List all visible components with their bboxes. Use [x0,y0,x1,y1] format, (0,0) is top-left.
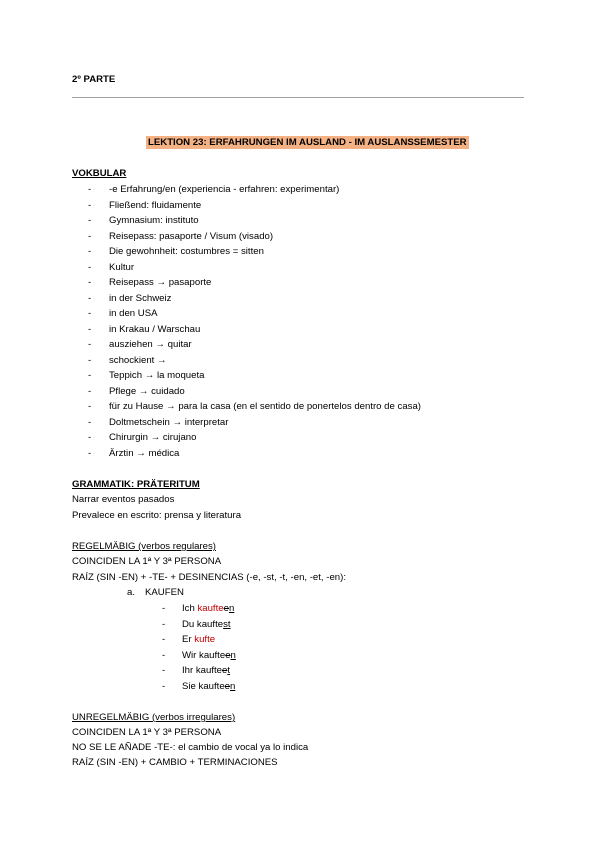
vocab-item-text: Fließend: fluidamente [109,199,202,211]
list-dash: - [88,230,92,242]
list-dash: - [88,277,92,288]
regular-line-2: RAÍZ (SIN -EN) + -TE- + DESINENCIAS (-e, -st, -t, -en, -et, -en): [72,572,346,583]
vocab-item-text: Doltmetschein → interpretar [109,416,229,428]
conj-ending: n [230,649,236,661]
vocab-item-text: Reisepass: pasaporte / Visum (visado) [109,230,274,242]
vocab-item-text: Gymnasium: instituto [109,215,199,226]
list-dash: - [88,246,92,257]
grammar-line-1: Narrar eventos pasados [72,494,175,505]
list-dash: - [88,292,92,304]
vocab-item-text: Chirurgin → cirujano [109,432,197,443]
conj-struck-letter: e [222,665,228,676]
regular-heading: REGELMÄBIG (verbos regulares) [72,541,216,552]
grammar-heading: GRAMMATIK: PRÄTERITUM [72,479,200,490]
irregular-line-2: NO SE LE AÑADE -TE-: el cambio de vocal ya lo indica [72,742,309,753]
list-dash: - [162,634,166,645]
conjugation-text [182,681,235,692]
conjugation-text [182,665,230,676]
list-dash: - [162,618,166,630]
list-dash: - [88,401,92,412]
conj-prefix: Er [182,634,195,645]
conjugation-text [182,650,236,661]
horizontal-divider [72,97,524,98]
vocab-item-text: in den USA [109,308,158,319]
conjugation-text [182,619,231,630]
example-verb: KAUFEN [145,587,184,598]
vocab-item-text: schockient → [109,354,167,366]
regular-line-1: COINCIDEN LA 1ª Y 3ª PERSONA [72,556,222,567]
list-dash: - [88,416,92,428]
vocab-item-text: ausziehen → quitar [109,339,192,350]
conj-struck-letter: e [225,649,231,661]
vocab-item-text: Die gewohnheit: costumbres = sitten [109,246,264,257]
conj-prefix: Ihr kaufte [182,665,222,676]
list-dash: - [88,385,92,397]
list-dash: - [88,261,92,273]
vocab-item-text: Reisepass → pasaporte [109,277,212,288]
vocab-item-text: Pflege → cuidado [109,385,185,397]
conj-prefix: Sie kaufte [182,680,225,692]
list-dash: - [88,447,92,459]
vocab-item-text: Teppich → la moqueta [109,370,205,381]
conj-ending: st [223,618,231,630]
conj-struck-letter: e [224,680,231,692]
vocab-item-text: -e Erfahrung/en (experiencia - erfahren: experimentar) [109,184,340,195]
example-marker: a. [127,587,136,598]
grammar-line-2: Prevalece en escrito: prensa y literatura [72,510,242,521]
conjugation-text [182,603,234,614]
list-dash: - [88,354,92,366]
vocab-item-text: Kultur [109,261,135,273]
list-dash: - [88,339,92,350]
list-dash: - [88,323,92,335]
list-dash: - [88,370,92,381]
vocab-item-text: in der Schweiz [109,292,172,304]
conj-prefix: Wir kaufte [182,649,226,661]
vocab-item-text: Ärztin → médica [109,447,180,459]
list-dash: - [88,215,92,226]
list-dash: - [162,680,166,692]
conj-prefix: Ich [182,603,198,614]
vocab-heading: VOKBULAR [72,168,127,179]
conj-ending: n [230,680,236,692]
list-dash: - [162,665,166,676]
list-dash: - [88,199,92,211]
list-dash: - [88,432,92,443]
irregular-line-3: RAÍZ (SIN -EN) + CAMBIO + TERMINACIONES [72,757,278,768]
conj-prefix: Du kaufte [182,618,224,630]
lesson-title-text: LEKTION 23: ERFAHRUNGEN IM AUSLAND - IM AUSLANSSEMESTER [148,137,467,148]
lesson-title [146,137,469,148]
conjugation-text [182,634,215,645]
irregular-line-1: COINCIDEN LA 1ª Y 3ª PERSONA [72,727,222,738]
conj-correction: kufte [194,634,216,645]
part-title: 2º PARTE [72,74,116,85]
list-dash: - [88,184,92,195]
irregular-heading: UNREGELMÄBIG (verbos irregulares) [72,712,236,723]
vocab-item-text: für zu Hause → para la casa (en el sentido de ponertelos dentro de casa) [109,401,421,412]
conj-ending: t [227,665,231,676]
conj-struck-letter: e [223,603,229,614]
list-dash: - [162,649,166,661]
conj-ending: n [228,603,235,614]
list-dash: - [88,308,92,319]
conj-correction: kaufte [197,603,224,614]
vocab-item-text: in Krakau / Warschau [109,323,201,335]
list-dash: - [162,603,166,614]
